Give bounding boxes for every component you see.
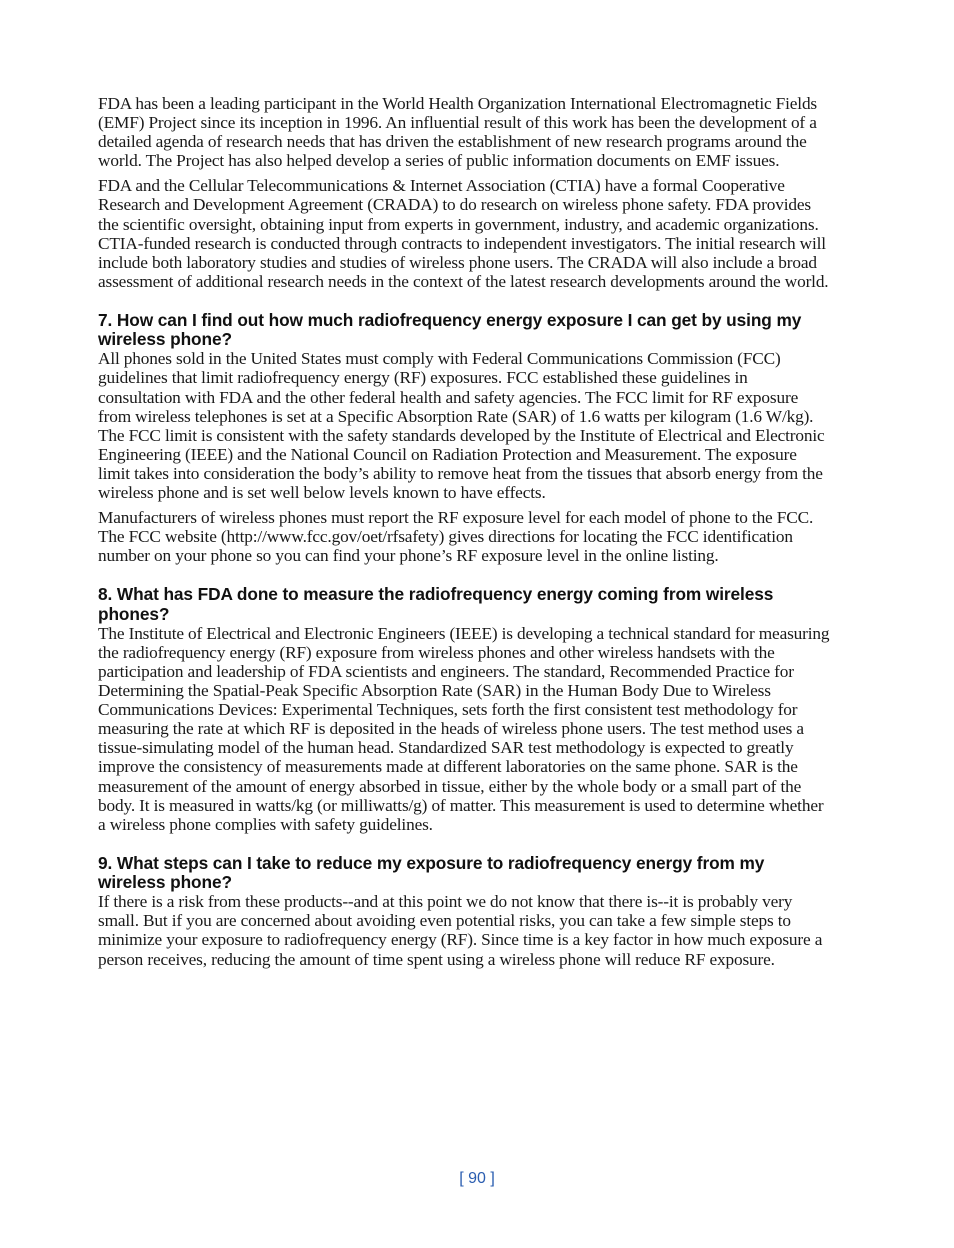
- section-paragraph: Manufacturers of wireless phones must report the RF exposure level for each model of phone to the FCC. The FCC website (http://www.fcc.gov/oet/rfsafety) gives directions for locating the FCC identification number on your phone so you can find your phone’s RF exposure level in the online listing.: [98, 508, 814, 566]
- section-heading: 9. What steps can I take to reduce my exposure to radiofrequency energy from my wireless phone?: [98, 852, 765, 893]
- section-paragraph: The Institute of Electrical and Electronic Engineers (IEEE) is developing a technical standard for measuring the radiofrequency energy (RF) exposure from wireless phones and other wireless handsets with the participation and leadership of FDA scientists and engineers. The standard, Recommended Practice for Determining the Spatial-Peak Specific Absorption Rate (SAR) in the Human Body Due to Wireless Communications Devices: Experimental Techniques, sets forth the first consistent test methodology for measuring the rate at which RF is deposited in the heads of wireless phone users. The test method uses a tissue-simulating model of the human head. Standardized SAR test methodology is expected to greatly improve the consistency of measurements made at different laboratories on the same phone. SAR is the measurement of the amount of energy absorbed in tissue, either by the whole body or a small part of the body. It is measured in watts/kg (or milliwatts/g) of matter. This measurement is used to determine whether a wireless phone complies with safety guidelines.: [98, 623, 830, 834]
- section-paragraph: If there is a risk from these products--and at this point we do not know that there is--it is probably very small. But if you are concerned about avoiding even potential risks, you can take a few simple steps to minimize your exposure to radiofrequency energy (RF). Since time is a key factor in how much exposure a person receives, reducing the amount of time spent using a wireless phone will reduce RF exposure.: [98, 892, 823, 969]
- section-paragraph: All phones sold in the United States must comply with Federal Communications Commission (FCC) guidelines that limit radiofrequency energy (RF) exposures. FCC established these guidelines in consultation with FDA and the other federal health and safety agencies. The FCC limit for RF exposure from wireless telephones is set at a Specific Absorption Rate (SAR) of 1.6 watts per kilogram (1.6 W/kg). The FCC limit is consistent with the safety standards developed by the Institute of Electrical and Electronic Engineering (IEEE) and the National Council on Radiation Protection and Measurement. The exposure limit takes into consideration the body’s ability to remove heat from the tissues that absorb energy from the wireless phone and is set well below levels known to have effects.: [98, 349, 825, 502]
- document-body: [98, 94, 830, 975]
- intro-paragraph: FDA has been a leading participant in the World Health Organization International Electromagnetic Fields (EMF) Project since its inception in 1996. An influential result of this work has been the development of a detailed agenda of research needs that has driven the establishment of new research programs around the world. The Project has also helped develop a series of public information documents on EMF issues.: [98, 94, 818, 171]
- intro-paragraph: FDA and the Cellular Telecommunications & Internet Association (CTIA) have a formal Cooperative Research and Development Agreement (CRADA) to do research on wireless phone safety. FDA provides the scientific oversight, obtaining input from experts in government, industry, and academic organizations. CTIA-funded research is conducted through contracts to independent investigators. The initial research will include both laboratory studies and studies of wireless phone users. The CRADA will also include a broad assessment of additional research needs in the context of the latest research developments around the world.: [98, 176, 829, 291]
- page-number: [ 90 ]: [459, 1170, 495, 1187]
- section-heading: 7. How can I find out how much radiofrequency energy exposure I can get by using my wireless phone?: [98, 309, 802, 350]
- section-heading: 8. What has FDA done to measure the radiofrequency energy coming from wireless phones?: [98, 584, 774, 624]
